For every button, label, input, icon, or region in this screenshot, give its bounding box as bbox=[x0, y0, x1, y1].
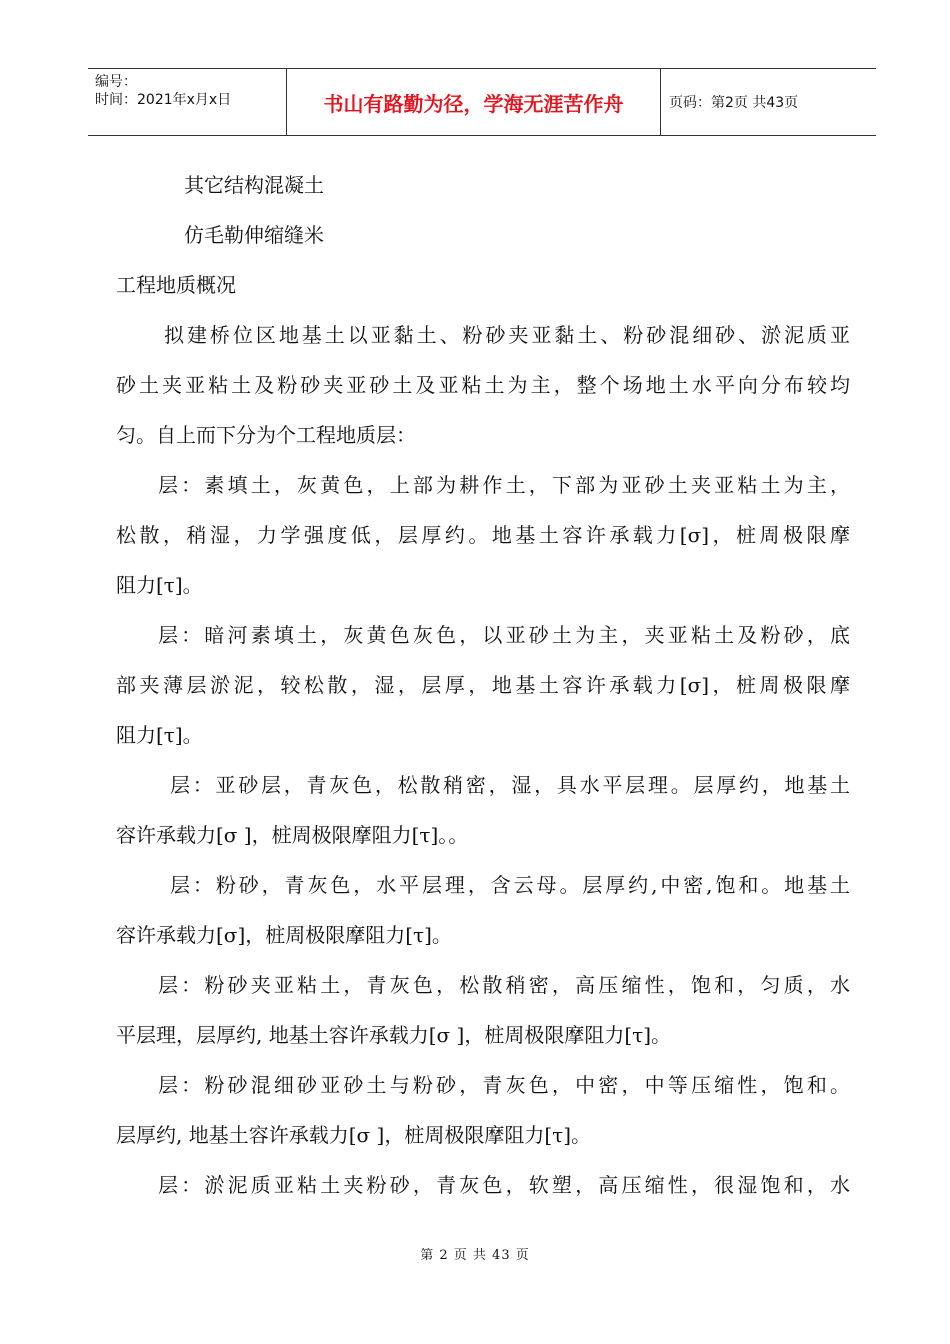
body-line: 容许承载力[σ ]，桩周极限摩阻力[τ]。。 bbox=[116, 823, 469, 847]
header-page-cell bbox=[661, 69, 876, 135]
body-line: 层：素填土，灰黄色，上部为耕作土，下部为亚砂土夹亚粘土为主， bbox=[158, 473, 850, 497]
body-line: 层：粉砂混细砂亚砂土与粉砂，青灰色，中密，中等压缩性，饱和。 bbox=[158, 1073, 850, 1097]
body-line: 容许承载力[σ]，桩周极限摩阻力[τ]。 bbox=[116, 923, 452, 947]
page-footer: 第 2 页 共 43 页 bbox=[420, 1248, 530, 1263]
body-line: 松散，稍湿，力学强度低，层厚约。地基土容许承载力[σ]，桩周极限摩 bbox=[116, 523, 850, 547]
body-line: 层：粉砂夹亚粘土，青灰色，松散稍密，高压缩性，饱和，匀质，水 bbox=[158, 973, 850, 997]
body-line: 拟建桥位区地基土以亚黏土、粉砂夹亚黏土、粉砂混细砂、淤泥质亚 bbox=[164, 323, 850, 347]
header-page-label: 页码：第2页 共43页 bbox=[669, 95, 799, 111]
body-line: 砂土夹亚粘土及粉砂夹亚砂土及亚粘土为主，整个场地土水平向分布较均 bbox=[116, 373, 850, 397]
body-line: 层：粉砂，青灰色，水平层理，含云母。层厚约,中密,饱和。地基土 bbox=[170, 873, 850, 897]
header-meta-cell bbox=[88, 69, 287, 135]
body-line: 阻力[τ]。 bbox=[116, 573, 203, 597]
header-table bbox=[88, 68, 876, 136]
document-body bbox=[116, 160, 850, 1210]
body-line: 层：暗河素填土，灰黄色灰色，以亚砂土为主，夹亚粘土及粉砂，底 bbox=[158, 623, 850, 647]
body-line: 层：淤泥质亚粘土夹粉砂，青灰色，软塑，高压缩性，很湿饱和，水 bbox=[158, 1173, 850, 1197]
body-line: 层：亚砂层，青灰色，松散稍密，湿，具水平层理。层厚约，地基土 bbox=[170, 773, 850, 797]
body-line: 仿毛勒伸缩缝米 bbox=[184, 223, 324, 247]
header-motto-cell bbox=[287, 69, 661, 135]
body-line: 层厚约, 地基土容许承载力[σ ]，桩周极限摩阻力[τ]。 bbox=[116, 1123, 591, 1147]
section-heading: 工程地质概况 bbox=[116, 273, 236, 297]
body-line: 其它结构混凝土 bbox=[184, 173, 324, 197]
body-line: 匀。自上而下分为个工程地质层： bbox=[116, 423, 416, 447]
serial-number-label: 编号： bbox=[95, 74, 137, 90]
body-line: 阻力[τ]。 bbox=[116, 723, 203, 747]
body-line: 平层理，层厚约, 地基土容许承载力[σ ]，桩周极限摩阻力[τ]。 bbox=[116, 1023, 671, 1047]
body-line: 部夹薄层淤泥，较松散，湿，层厚，地基土容许承载力[σ]，桩周极限摩 bbox=[116, 673, 850, 697]
time-label: 时间：2021年x月x日 bbox=[95, 92, 232, 108]
header-motto: 书山有路勤为径，学海无涯苦作舟 bbox=[323, 91, 624, 116]
